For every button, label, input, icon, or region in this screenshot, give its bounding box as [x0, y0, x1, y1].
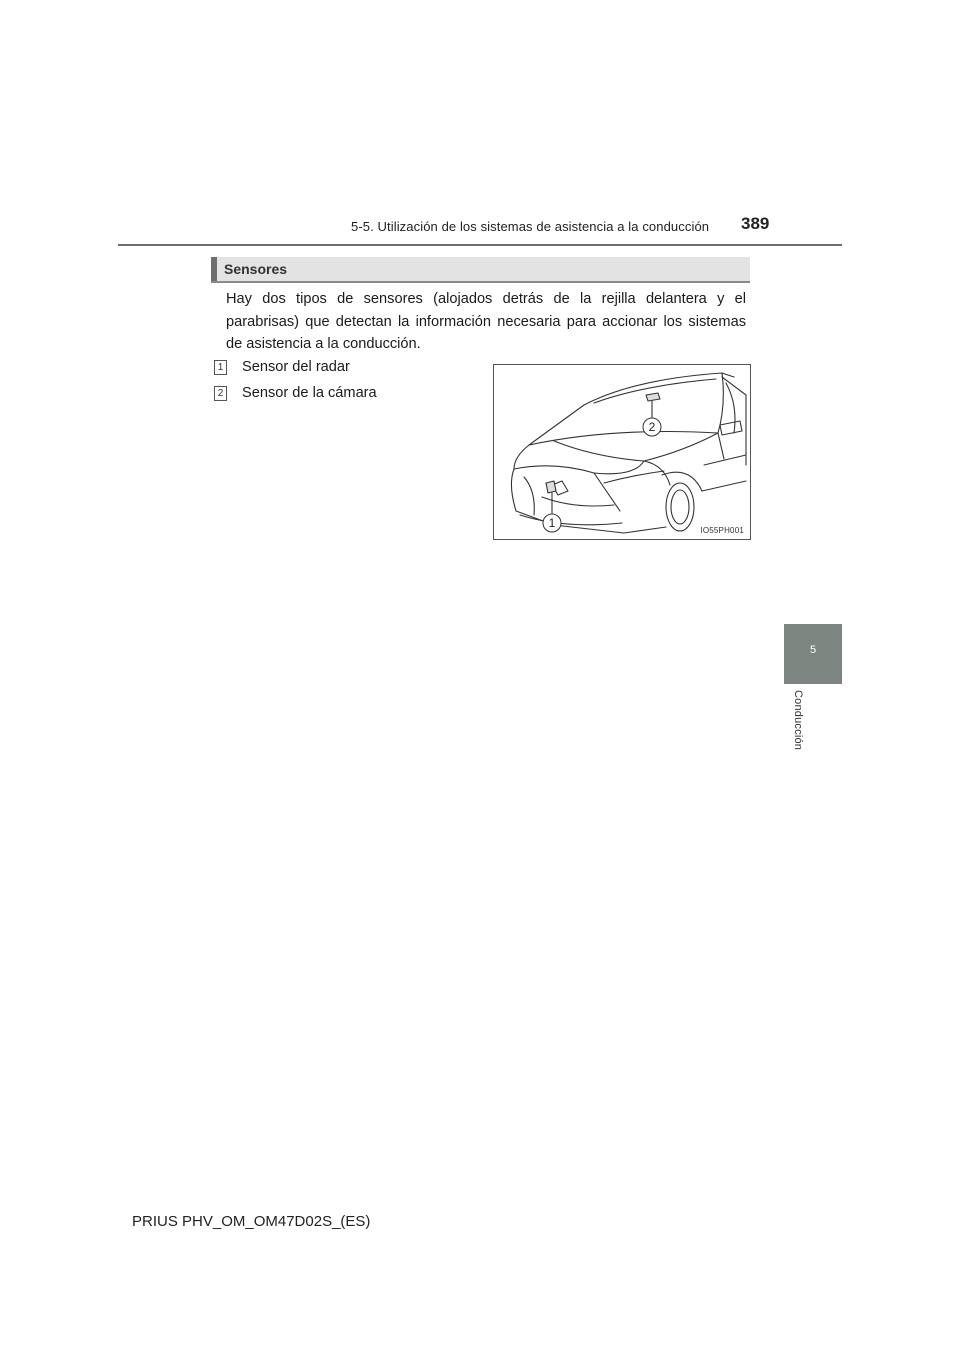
page-number: 389 — [741, 214, 770, 233]
chapter-header: 5-5. Utilización de los sistemas de asistencia a la conducción — [351, 219, 710, 234]
number-badge: 2 — [214, 386, 227, 401]
document-footer: PRIUS PHV_OM_OM47D02S_(ES) — [132, 1213, 371, 1230]
section-title: Sensores — [224, 261, 288, 277]
list-item-label: Sensor de la cámara — [242, 385, 377, 401]
callout-1: 1 — [548, 516, 556, 530]
intro-paragraph: Hay dos tipos de sensores (alojados detrás de la rejilla delantera y el parabrisas) que detectan la información necesaria para accionar los sistemas de asistencia a la conducción. — [226, 291, 746, 352]
car-drawing — [494, 365, 750, 539]
callout-2: 2 — [648, 420, 656, 434]
car-sensor-illustration — [493, 364, 751, 540]
chapter-tab-label: Conducción — [792, 690, 804, 751]
section-heading-bar — [211, 257, 750, 283]
list-item — [214, 359, 350, 375]
number-badge: 1 — [214, 360, 227, 375]
list-item — [214, 385, 377, 401]
list-item-label: Sensor del radar — [242, 359, 350, 375]
header-divider — [118, 244, 842, 246]
chapter-tab-number: 5 — [809, 644, 817, 656]
figure-code: IO55PH001 — [700, 526, 744, 535]
chapter-tab — [784, 624, 842, 684]
